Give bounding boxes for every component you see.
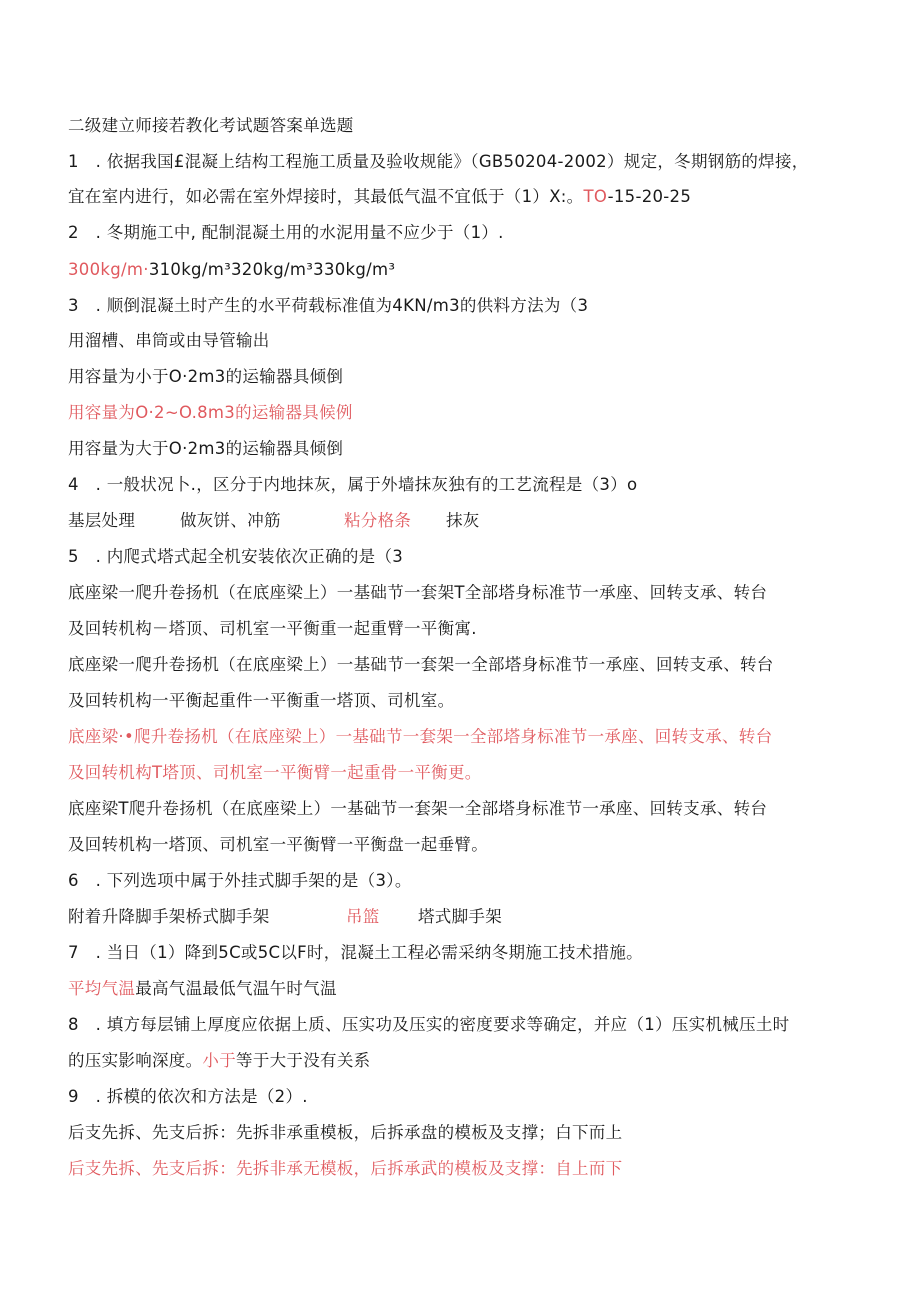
question-1-line2 (68, 185, 850, 209)
question-8-line2 (68, 1049, 850, 1073)
question-3-option-a: 用溜槽、串筒或由导管输出 (68, 331, 270, 350)
question-8-stem: 8 . 填方每层铺上厚度应依据上质、压实功及压实的密度要求等确定，并应（1）压实机械压土时 (68, 1015, 790, 1034)
question-5-option-a-line2: 及回转机构－塔顶、司机室一平衡重一起重臂一平衡寓. (68, 619, 477, 638)
question-4-options (68, 509, 850, 533)
question-4-option-a: 基层处理 (68, 511, 136, 530)
question-7-other-options: 最高气温最低气温午时气温 (135, 979, 337, 998)
question-5-option-d-line2: 及回转机构一塔顶、司机室一平衡臂一平衡盘一起垂臂。 (68, 835, 488, 854)
question-7-stem: 7 . 当日（1）降到5C或5C以F时，混凝土工程必需采纳冬期施工技术措施。 (68, 943, 643, 962)
question-5-option-b-line2: 及回转机构一平衡起重件一平衡重一塔顶、司机室。 (68, 691, 455, 710)
question-8-answer: 小于 (202, 1051, 237, 1070)
question-2-options (68, 258, 850, 282)
question-2-stem: 2 . 冬期施工中, 配制混凝土用的水泥用量不应少于（1）. (68, 223, 504, 242)
question-4-option-d: 抹灰 (446, 511, 480, 530)
question-5-option-c-answer-line2: 及回转机构T塔顶、司机室一平衡臂一起重骨一平衡更。 (68, 763, 482, 782)
document-title: 二级建立师接若教化考试题答案单选题 (68, 116, 354, 135)
question-6-options (68, 905, 850, 929)
question-6-options-a-b: 附着升降脚手架桥式脚手架 (68, 907, 270, 926)
question-9-option-a: 后支先拆、先支后拆：先拆非承重模板，后拆承盘的模板及支撑；白下而上 (68, 1123, 623, 1142)
question-8-stem-cont: 的压实影响深度。 (68, 1051, 203, 1070)
question-5-option-d-line1: 底座梁T爬升卷扬机（在底座梁上）一基础节一套架一全部塔身标准节一承座、回转支承、转台 (68, 799, 768, 818)
question-9-stem: 9 . 拆模的依次和方法是（2）. (68, 1087, 308, 1106)
question-5-option-b-line1: 底座梁一爬升卷扬机（在底座梁上）一基础节一套架一全部塔身标准节一承座、回转支承、转台 (68, 655, 774, 674)
question-2-answer: 300kg/m· (68, 260, 149, 279)
question-4-option-c-answer: 粘分格条 (344, 511, 412, 530)
question-3-option-c-answer: 用容量为O·2~O.8m3的运输器具候例 (68, 403, 353, 422)
question-8-other-options: 等于大于没有关系 (236, 1051, 371, 1070)
question-1-stem: 1 . 依据我国£混凝上结构工程施工质量及验收规能》（GB50204-2002）规定，冬期钢筋的焊接， (68, 152, 809, 171)
question-3-option-b: 用容量为小于O·2m3的运输器具倾倒 (68, 367, 344, 386)
question-6-option-d: 塔式脚手架 (418, 907, 502, 926)
question-6-stem: 6 . 下列选项中属于外挂式脚手架的是（3）。 (68, 871, 412, 890)
question-3-option-d: 用容量为大于O·2m3的运输器具倾倒 (68, 439, 344, 458)
question-7-options (68, 977, 850, 1001)
question-5-stem: 5 . 内爬式塔式起全机安装依次正确的是（3 (68, 547, 404, 566)
question-9-option-b-answer: 后支先拆、先支后拆：先拆非承无模板，后拆承武的模板及支撑：自上而下 (68, 1159, 623, 1178)
question-2-other-options: 310kg/m³320kg/m³330kg/m³ (148, 260, 396, 279)
question-6-option-c-answer: 吊篮 (346, 907, 380, 926)
question-1-stem-cont: 宜在室内进行，如必需在室外焊接时，其最低气温不宜低于（1）X:。 (68, 187, 584, 206)
question-7-answer: 平均气温 (68, 979, 136, 998)
question-5-option-a-line1: 底座梁一爬升卷扬机（在底座梁上）一基础节一套架T全部塔身标准节一承座、回转支承、转台 (68, 583, 768, 602)
question-1-answer: TO (583, 187, 608, 206)
question-5-option-c-answer-line1: 底座梁·•爬升卷扬机（在底座梁上）一基础节一套架一全部塔身标准节一承座、回转支承、转台 (68, 727, 773, 746)
question-4-option-b: 做灰饼、冲筋 (180, 511, 281, 530)
question-1-options: -15-20-25 (607, 187, 692, 206)
question-4-stem: 4 . 一般状况卜.，区分于内地抹灰，属于外墙抹灰独有的工艺流程是（3）o (68, 475, 638, 494)
question-3-stem: 3 . 顺倒混凝土时产生的水平荷载标准值为4KN/m3的供料方法为（3 (68, 296, 589, 315)
